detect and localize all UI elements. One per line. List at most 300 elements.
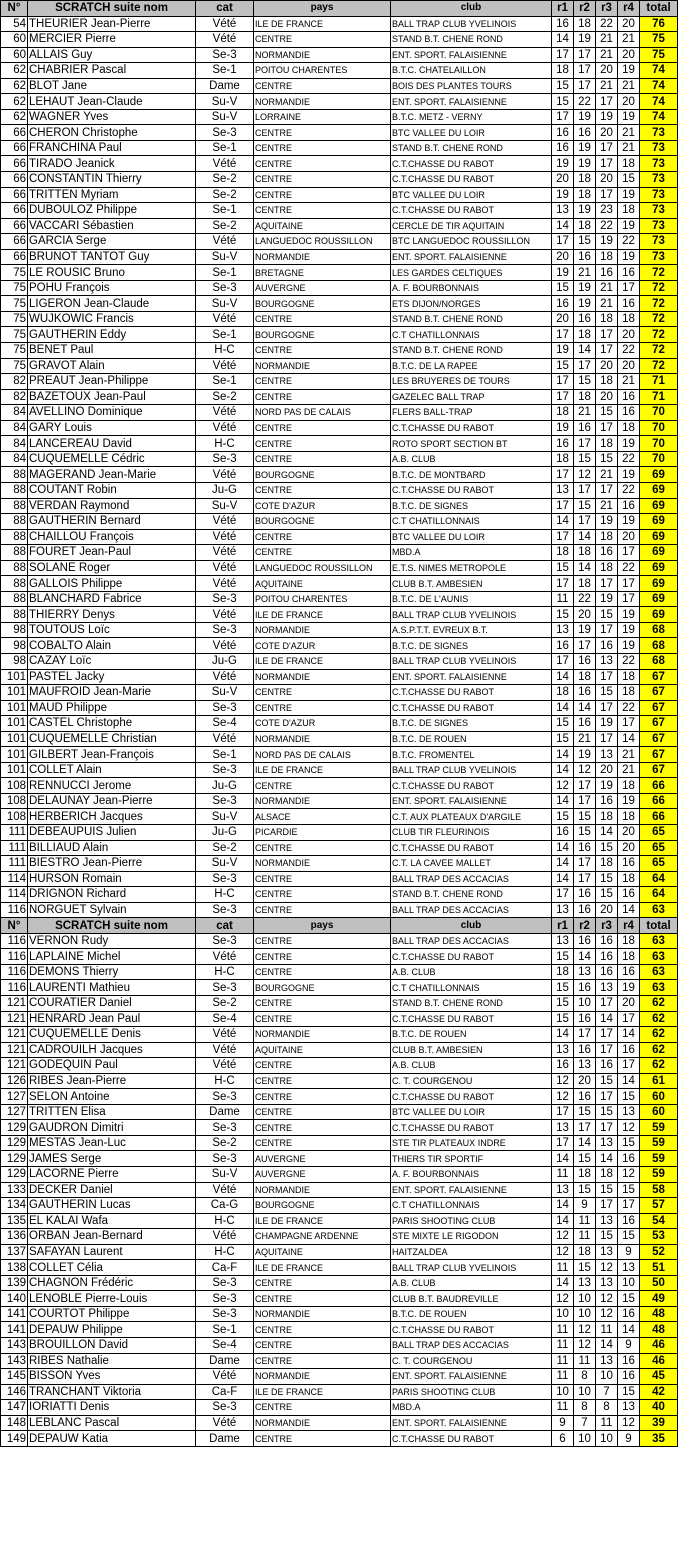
table-row — [1, 32, 678, 48]
cell-pays: CENTRE — [254, 840, 391, 856]
cell-total: 72 — [640, 280, 678, 296]
cell-r2: 17 — [574, 63, 596, 79]
cell-total: 68 — [640, 653, 678, 669]
cell-cat: Vété — [196, 669, 254, 685]
cell-r2: 18 — [574, 16, 596, 32]
cell-club: BALL TRAP CLUB YVELINOIS — [391, 16, 552, 32]
cell-cat: Vété — [196, 1042, 254, 1058]
cell-pays: AUVERGNE — [254, 1167, 391, 1183]
cell-pays: CENTRE — [254, 933, 391, 949]
cell-total: 60 — [640, 1089, 678, 1105]
table-row — [1, 94, 678, 110]
cell-r2: 10 — [574, 996, 596, 1012]
table-row — [1, 840, 678, 856]
cell-no: 121 — [1, 1042, 28, 1058]
cell-r3: 10 — [596, 1369, 618, 1385]
cell-pays: BOURGOGNE — [254, 1198, 391, 1214]
cell-cat: Ca-G — [196, 1198, 254, 1214]
cell-no: 54 — [1, 16, 28, 32]
table-row — [1, 871, 678, 887]
cell-r2: 16 — [574, 249, 596, 265]
cell-pays: CENTRE — [254, 964, 391, 980]
cell-r3: 21 — [596, 498, 618, 514]
cell-r2: 18 — [574, 172, 596, 188]
cell-total: 75 — [640, 47, 678, 63]
cell-r2: 16 — [574, 653, 596, 669]
cell-cat: Vété — [196, 420, 254, 436]
cell-r1: 16 — [552, 16, 574, 32]
cell-r4: 18 — [618, 420, 640, 436]
cell-r4: 16 — [618, 887, 640, 903]
cell-r1: 11 — [552, 1338, 574, 1354]
cell-pays: CENTRE — [254, 389, 391, 405]
cell-club: C.T. AUX PLATEAUX D'ARGILE — [391, 809, 552, 825]
cell-r2: 19 — [574, 622, 596, 638]
cell-r2: 9 — [574, 1198, 596, 1214]
cell-pays: CENTRE — [254, 902, 391, 918]
cell-r3: 21 — [596, 47, 618, 63]
cell-no: 141 — [1, 1306, 28, 1322]
cell-r4: 16 — [618, 1213, 640, 1229]
cell-r4: 18 — [618, 203, 640, 219]
cell-nom: CHABRIER Pascal — [28, 63, 196, 79]
cell-club: CLUB TIR FLEURINOIS — [391, 824, 552, 840]
cell-no: 88 — [1, 591, 28, 607]
cell-nom: CUQUEMELLE Denis — [28, 1027, 196, 1043]
cell-r2: 16 — [574, 887, 596, 903]
cell-nom: DRIGNON Richard — [28, 887, 196, 903]
cell-r3: 21 — [596, 296, 618, 312]
cell-r1: 14 — [552, 1027, 574, 1043]
cell-r1: 15 — [552, 980, 574, 996]
cell-no: 126 — [1, 1073, 28, 1089]
cell-club: CLUB B.T. BAUDREVILLE — [391, 1291, 552, 1307]
cell-no: 101 — [1, 762, 28, 778]
cell-pays: CENTRE — [254, 1400, 391, 1416]
cell-r1: 15 — [552, 358, 574, 374]
cell-nom: GAUTHERIN Eddy — [28, 327, 196, 343]
cell-r4: 12 — [618, 1120, 640, 1136]
cell-r3: 17 — [596, 94, 618, 110]
cell-r1: 13 — [552, 902, 574, 918]
cell-total: 63 — [640, 902, 678, 918]
cell-no: 138 — [1, 1260, 28, 1276]
table-row — [1, 296, 678, 312]
cell-total: 45 — [640, 1369, 678, 1385]
cell-r2: 15 — [574, 1260, 596, 1276]
cell-r2: 16 — [574, 1011, 596, 1027]
cell-no: 75 — [1, 343, 28, 359]
table-row — [1, 327, 678, 343]
cell-total: 62 — [640, 1042, 678, 1058]
cell-nom: DECKER Daniel — [28, 1182, 196, 1198]
cell-r2: 17 — [574, 78, 596, 94]
cell-r1: 13 — [552, 622, 574, 638]
cell-r3: 17 — [596, 1027, 618, 1043]
cell-r1: 16 — [552, 296, 574, 312]
cell-r1: 11 — [552, 1167, 574, 1183]
cell-r1: 18 — [552, 405, 574, 421]
cell-no: 84 — [1, 451, 28, 467]
cell-no: 141 — [1, 1322, 28, 1338]
cell-r4: 15 — [618, 172, 640, 188]
cell-r2: 11 — [574, 1353, 596, 1369]
cell-nom: HENRARD Jean Paul — [28, 1011, 196, 1027]
cell-r3: 7 — [596, 1384, 618, 1400]
cell-r4: 19 — [618, 63, 640, 79]
cell-r2: 15 — [574, 824, 596, 840]
cell-r3: 23 — [596, 203, 618, 219]
cell-cat: Se-2 — [196, 840, 254, 856]
cell-r4: 17 — [618, 591, 640, 607]
cell-no: 101 — [1, 700, 28, 716]
cell-total: 67 — [640, 731, 678, 747]
cell-r4: 10 — [618, 1275, 640, 1291]
cell-r1: 14 — [552, 856, 574, 872]
cell-club: ENT. SPORT. FALAISIENNE — [391, 1369, 552, 1385]
cell-no: 146 — [1, 1384, 28, 1400]
cell-r1: 17 — [552, 1104, 574, 1120]
cell-r2: 10 — [574, 1431, 596, 1447]
cell-pays: CENTRE — [254, 32, 391, 48]
cell-r1: 16 — [552, 125, 574, 141]
table-row — [1, 405, 678, 421]
cell-club: LES BRUYERES DE TOURS — [391, 374, 552, 390]
cell-total: 50 — [640, 1275, 678, 1291]
cell-no: 127 — [1, 1089, 28, 1105]
table-row — [1, 358, 678, 374]
table-row — [1, 1182, 678, 1198]
cell-cat: Se-4 — [196, 716, 254, 732]
cell-nom: CADROUILH Jacques — [28, 1042, 196, 1058]
cell-cat: Dame — [196, 1431, 254, 1447]
cell-r2: 17 — [574, 871, 596, 887]
cell-r1: 15 — [552, 731, 574, 747]
cell-club: ENT. SPORT. FALAISIENNE — [391, 1415, 552, 1431]
cell-cat: Vété — [196, 1058, 254, 1074]
cell-r4: 17 — [618, 1058, 640, 1074]
cell-r2: 15 — [574, 1151, 596, 1167]
cell-nom: COURTOT Philippe — [28, 1306, 196, 1322]
cell-r4: 22 — [618, 234, 640, 250]
table-row — [1, 545, 678, 561]
cell-r3: 12 — [596, 1260, 618, 1276]
cell-club: C.T.CHASSE DU RABOT — [391, 156, 552, 172]
cell-pays: CENTRE — [254, 1431, 391, 1447]
cell-nom: NORGUET Sylvain — [28, 902, 196, 918]
cell-cat: Vété — [196, 467, 254, 483]
cell-r2: 16 — [574, 311, 596, 327]
cell-nom: COUTANT Robin — [28, 482, 196, 498]
cell-cat: H-C — [196, 887, 254, 903]
cell-pays: CENTRE — [254, 420, 391, 436]
cell-club: C.T.CHASSE DU RABOT — [391, 172, 552, 188]
cell-total: 52 — [640, 1244, 678, 1260]
cell-r2: 16 — [574, 420, 596, 436]
cell-r4: 15 — [618, 1089, 640, 1105]
cell-r1: 17 — [552, 467, 574, 483]
cell-pays: CENTRE — [254, 436, 391, 452]
table-row — [1, 560, 678, 576]
cell-r1: 17 — [552, 529, 574, 545]
cell-r2: 16 — [574, 902, 596, 918]
cell-total: 69 — [640, 529, 678, 545]
table-row — [1, 1306, 678, 1322]
cell-r3: 20 — [596, 389, 618, 405]
cell-pays: NORMANDIE — [254, 669, 391, 685]
cell-total: 72 — [640, 296, 678, 312]
cell-club: C.T. LA CAVEE MALLET — [391, 856, 552, 872]
cell-cat: Se-1 — [196, 1322, 254, 1338]
cell-r1: 14 — [552, 1213, 574, 1229]
cell-nom: SELON Antoine — [28, 1089, 196, 1105]
cell-total: 67 — [640, 747, 678, 763]
cell-pays: CENTRE — [254, 1275, 391, 1291]
cell-nom: SAFAYAN Laurent — [28, 1244, 196, 1260]
cell-no: 114 — [1, 887, 28, 903]
cell-cat: Se-3 — [196, 1275, 254, 1291]
cell-r4: 16 — [618, 1042, 640, 1058]
cell-r3: 15 — [596, 1104, 618, 1120]
cell-club: ENT. SPORT. FALAISIENNE — [391, 47, 552, 63]
cell-r1: 13 — [552, 1120, 574, 1136]
column-header-r3: r3 — [596, 918, 618, 934]
cell-pays: CENTRE — [254, 700, 391, 716]
cell-cat: Vété — [196, 1229, 254, 1245]
cell-club: ROTO SPORT SECTION BT — [391, 436, 552, 452]
cell-r2: 14 — [574, 1135, 596, 1151]
cell-nom: GARCIA Serge — [28, 234, 196, 250]
cell-nom: LANCEREAU David — [28, 436, 196, 452]
cell-cat: Se-3 — [196, 47, 254, 63]
cell-r2: 16 — [574, 933, 596, 949]
cell-r3: 18 — [596, 374, 618, 390]
table-row — [1, 856, 678, 872]
cell-no: 129 — [1, 1167, 28, 1183]
cell-r4: 16 — [618, 405, 640, 421]
cell-cat: H-C — [196, 1244, 254, 1260]
table-row — [1, 778, 678, 794]
cell-r3: 20 — [596, 125, 618, 141]
cell-r2: 19 — [574, 747, 596, 763]
cell-r2: 17 — [574, 514, 596, 530]
cell-no: 98 — [1, 622, 28, 638]
cell-r2: 17 — [574, 1027, 596, 1043]
cell-no: 66 — [1, 187, 28, 203]
table-row — [1, 47, 678, 63]
cell-pays: CENTRE — [254, 887, 391, 903]
cell-r1: 14 — [552, 218, 574, 234]
cell-nom: JAMES Serge — [28, 1151, 196, 1167]
column-header-total: total — [640, 1, 678, 17]
table-row — [1, 1229, 678, 1245]
cell-club: C.T.CHASSE DU RABOT — [391, 1431, 552, 1447]
cell-cat: Se-3 — [196, 793, 254, 809]
cell-nom: DELAUNAY Jean-Pierre — [28, 793, 196, 809]
cell-r1: 17 — [552, 374, 574, 390]
cell-total: 72 — [640, 358, 678, 374]
cell-pays: COTE D'AZUR — [254, 716, 391, 732]
column-header-r1: r1 — [552, 918, 574, 934]
table-row — [1, 622, 678, 638]
cell-r4: 18 — [618, 809, 640, 825]
cell-pays: AUVERGNE — [254, 280, 391, 296]
cell-total: 64 — [640, 871, 678, 887]
cell-r3: 17 — [596, 156, 618, 172]
table-row — [1, 964, 678, 980]
cell-r2: 19 — [574, 109, 596, 125]
cell-r3: 14 — [596, 824, 618, 840]
cell-r2: 12 — [574, 762, 596, 778]
cell-club: MBD.A — [391, 545, 552, 561]
cell-nom: GRAVOT Alain — [28, 358, 196, 374]
table-row — [1, 249, 678, 265]
cell-pays: CENTRE — [254, 1120, 391, 1136]
cell-total: 63 — [640, 964, 678, 980]
cell-total: 69 — [640, 514, 678, 530]
cell-r4: 20 — [618, 358, 640, 374]
cell-total: 65 — [640, 840, 678, 856]
cell-club: STE MIXTE LE RIGODON — [391, 1229, 552, 1245]
cell-r1: 16 — [552, 1058, 574, 1074]
cell-r1: 20 — [552, 311, 574, 327]
cell-no: 88 — [1, 498, 28, 514]
cell-nom: PREAUT Jean-Philippe — [28, 374, 196, 390]
cell-club: B.T.C. DE SIGNES — [391, 638, 552, 654]
cell-club: STAND B.T. CHENE ROND — [391, 311, 552, 327]
cell-r3: 16 — [596, 265, 618, 281]
cell-cat: Vété — [196, 949, 254, 965]
cell-r4: 22 — [618, 560, 640, 576]
cell-pays: NORMANDIE — [254, 47, 391, 63]
cell-r3: 16 — [596, 545, 618, 561]
cell-r4: 17 — [618, 716, 640, 732]
table-row — [1, 1369, 678, 1385]
cell-cat: Se-1 — [196, 374, 254, 390]
cell-r3: 15 — [596, 871, 618, 887]
cell-nom: LEHAUT Jean-Claude — [28, 94, 196, 110]
cell-no: 101 — [1, 716, 28, 732]
table-row — [1, 514, 678, 530]
cell-no: 149 — [1, 1431, 28, 1447]
cell-r2: 17 — [574, 778, 596, 794]
cell-total: 59 — [640, 1135, 678, 1151]
cell-club: BTC VALLEE DU LOIR — [391, 187, 552, 203]
cell-r1: 6 — [552, 1431, 574, 1447]
column-header-r1: r1 — [552, 1, 574, 17]
cell-r4: 21 — [618, 140, 640, 156]
column-header-cat: cat — [196, 1, 254, 17]
cell-no: 88 — [1, 545, 28, 561]
cell-total: 69 — [640, 545, 678, 561]
cell-total: 66 — [640, 793, 678, 809]
cell-nom: GAUTHERIN Bernard — [28, 514, 196, 530]
cell-pays: CENTRE — [254, 78, 391, 94]
table-row — [1, 1338, 678, 1354]
cell-r1: 9 — [552, 1415, 574, 1431]
cell-r1: 15 — [552, 607, 574, 623]
cell-total: 70 — [640, 436, 678, 452]
cell-nom: CHAILLOU François — [28, 529, 196, 545]
cell-club: HAITZALDEA — [391, 1244, 552, 1260]
cell-r4: 21 — [618, 762, 640, 778]
cell-r2: 18 — [574, 669, 596, 685]
cell-r2: 17 — [574, 358, 596, 374]
cell-cat: Vété — [196, 1027, 254, 1043]
cell-cat: Vété — [196, 358, 254, 374]
cell-pays: CENTRE — [254, 871, 391, 887]
cell-r1: 11 — [552, 1400, 574, 1416]
cell-no: 121 — [1, 1011, 28, 1027]
cell-r4: 12 — [618, 1415, 640, 1431]
cell-r3: 21 — [596, 280, 618, 296]
cell-r1: 14 — [552, 747, 574, 763]
cell-nom: MAUD Philippe — [28, 700, 196, 716]
table-row — [1, 1431, 678, 1447]
cell-total: 59 — [640, 1120, 678, 1136]
cell-r3: 12 — [596, 1306, 618, 1322]
cell-r4: 22 — [618, 700, 640, 716]
cell-no: 108 — [1, 793, 28, 809]
cell-nom: RENNUCCI Jerome — [28, 778, 196, 794]
cell-r4: 19 — [618, 218, 640, 234]
cell-pays: CENTRE — [254, 1353, 391, 1369]
cell-total: 62 — [640, 1058, 678, 1074]
table-row — [1, 1120, 678, 1136]
cell-cat: Se-1 — [196, 140, 254, 156]
cell-pays: CENTRE — [254, 451, 391, 467]
cell-pays: CENTRE — [254, 1089, 391, 1105]
cell-no: 66 — [1, 125, 28, 141]
cell-cat: Se-2 — [196, 389, 254, 405]
cell-r2: 15 — [574, 374, 596, 390]
cell-r4: 16 — [618, 1306, 640, 1322]
cell-cat: Ca-F — [196, 1384, 254, 1400]
cell-r3: 10 — [596, 1431, 618, 1447]
cell-nom: TRITTEN Myriam — [28, 187, 196, 203]
cell-no: 108 — [1, 778, 28, 794]
cell-r4: 19 — [618, 980, 640, 996]
table-row — [1, 172, 678, 188]
cell-r4: 19 — [618, 467, 640, 483]
cell-r3: 17 — [596, 327, 618, 343]
cell-total: 71 — [640, 389, 678, 405]
cell-no: 66 — [1, 140, 28, 156]
cell-cat: Se-3 — [196, 1151, 254, 1167]
table-row — [1, 762, 678, 778]
cell-no: 139 — [1, 1275, 28, 1291]
cell-no: 121 — [1, 1027, 28, 1043]
cell-nom: WAGNER Yves — [28, 109, 196, 125]
cell-pays: COTE D'AZUR — [254, 638, 391, 654]
cell-r3: 16 — [596, 638, 618, 654]
cell-no: 88 — [1, 482, 28, 498]
cell-club: B.T.C. DE ROUEN — [391, 1027, 552, 1043]
cell-cat: Vété — [196, 638, 254, 654]
cell-pays: CENTRE — [254, 1322, 391, 1338]
cell-r2: 18 — [574, 1167, 596, 1183]
cell-no: 66 — [1, 249, 28, 265]
cell-club: THIERS TIR SPORTIF — [391, 1151, 552, 1167]
cell-r3: 16 — [596, 1058, 618, 1074]
cell-total: 46 — [640, 1353, 678, 1369]
column-header-no: N° — [1, 918, 28, 934]
table-row — [1, 1058, 678, 1074]
cell-cat: Se-3 — [196, 1089, 254, 1105]
cell-total: 61 — [640, 1073, 678, 1089]
cell-r2: 19 — [574, 280, 596, 296]
cell-club: BALL TRAP CLUB YVELINOIS — [391, 762, 552, 778]
